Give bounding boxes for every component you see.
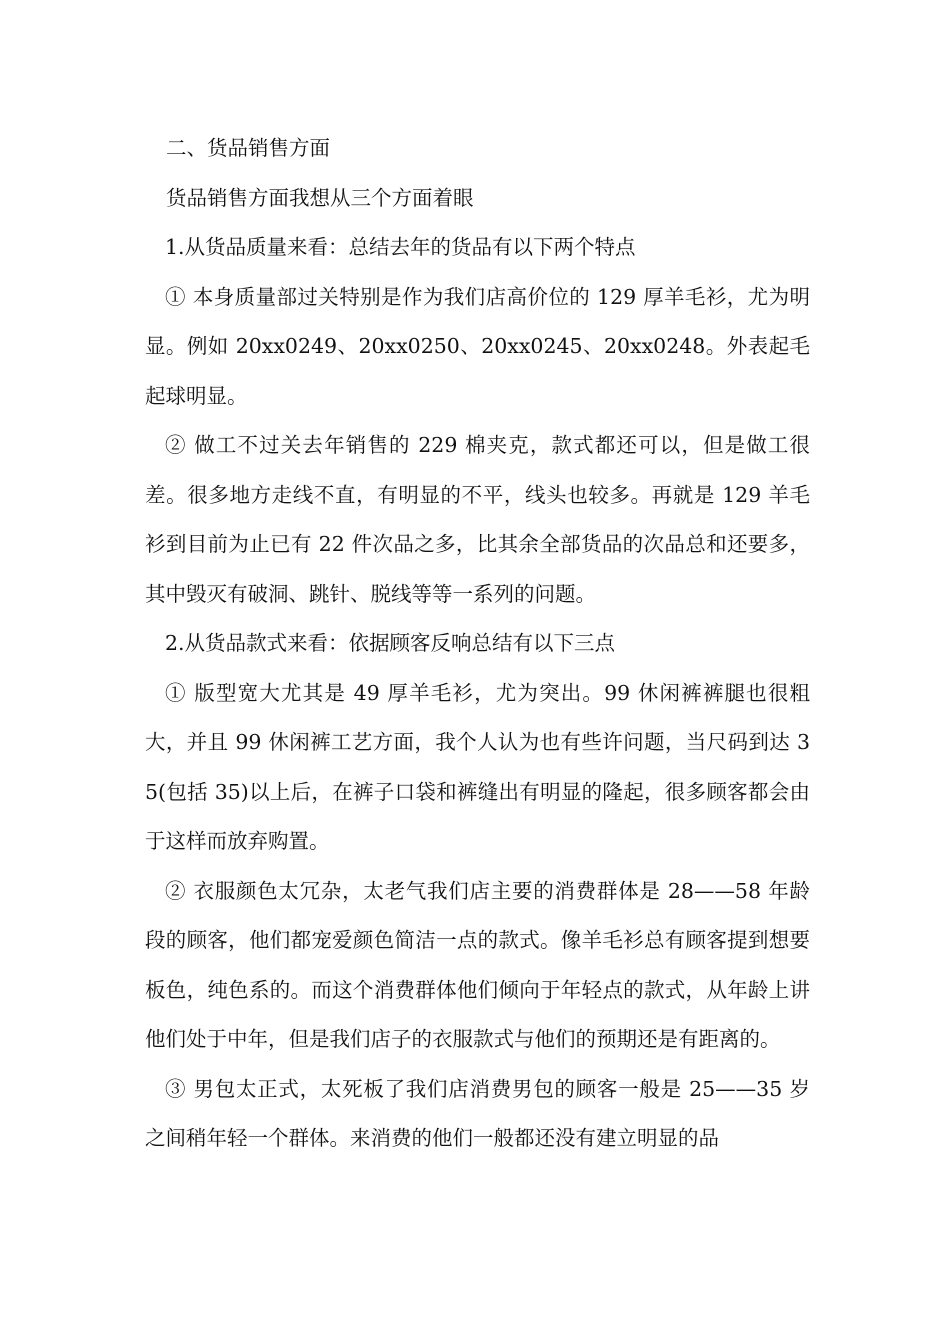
subsection-heading-quality: 1.从货品质量来看：总结去年的货品有以下两个特点	[165, 235, 636, 259]
style-point-1: ① 版型宽大尤其是 49 厚羊毛衫，尤为突出。99 休闲裤裤腿也很粗大，并且 99 休闲裤工艺方面，我个人认为也有些许问题，当尺码到达 35(包括 35)以上后，在裤子口袋和裤缝出有明显的隆起，很多顾客都会由于这样而放弃购置。	[145, 680, 810, 853]
style-point-3: ③ 男包太正式，太死板了我们店消费男包的顾客一般是 25——35 岁之间稍年轻一个群体。来消费的他们一般都还没有建立明显的品	[145, 1076, 810, 1150]
quality-point-1: ① 本身质量部过关特别是作为我们店高价位的 129 厚羊毛衫，尤为明显。例如 20xx0249、20xx0250、20xx0245、20xx0248。外表起毛起球明显。	[145, 284, 810, 408]
intro-paragraph: 货品销售方面我想从三个方面着眼	[166, 185, 474, 210]
section-heading: 二、货品销售方面	[166, 136, 330, 160]
document-body	[145, 124, 810, 1164]
quality-point-2: ② 做工不过关去年销售的 229 棉夹克，款式都还可以，但是做工很差。很多地方走线不直，有明显的不平，线头也较多。再就是 129 羊毛衫到目前为止已有 22 件次品之多，比其余全部货品的次品总和还要多，其中毁灭有破洞、跳针、脱线等等一系列的问题。	[145, 433, 810, 606]
style-point-2: ② 衣服颜色太冗杂，太老气我们店主要的消费群体是 28——58 年龄段的顾客，他们都宠爱颜色简洁一点的款式。像羊毛衫总有顾客提到想要板色，纯色系的。而这个消费群体他们倾向于年轻点的款式，从年龄上讲他们处于中年，但是我们店子的衣服款式与他们的预期还是有距离的。	[145, 878, 810, 1051]
subsection-heading-style: 2.从货品款式来看：依据顾客反响总结有以下三点	[165, 631, 616, 655]
